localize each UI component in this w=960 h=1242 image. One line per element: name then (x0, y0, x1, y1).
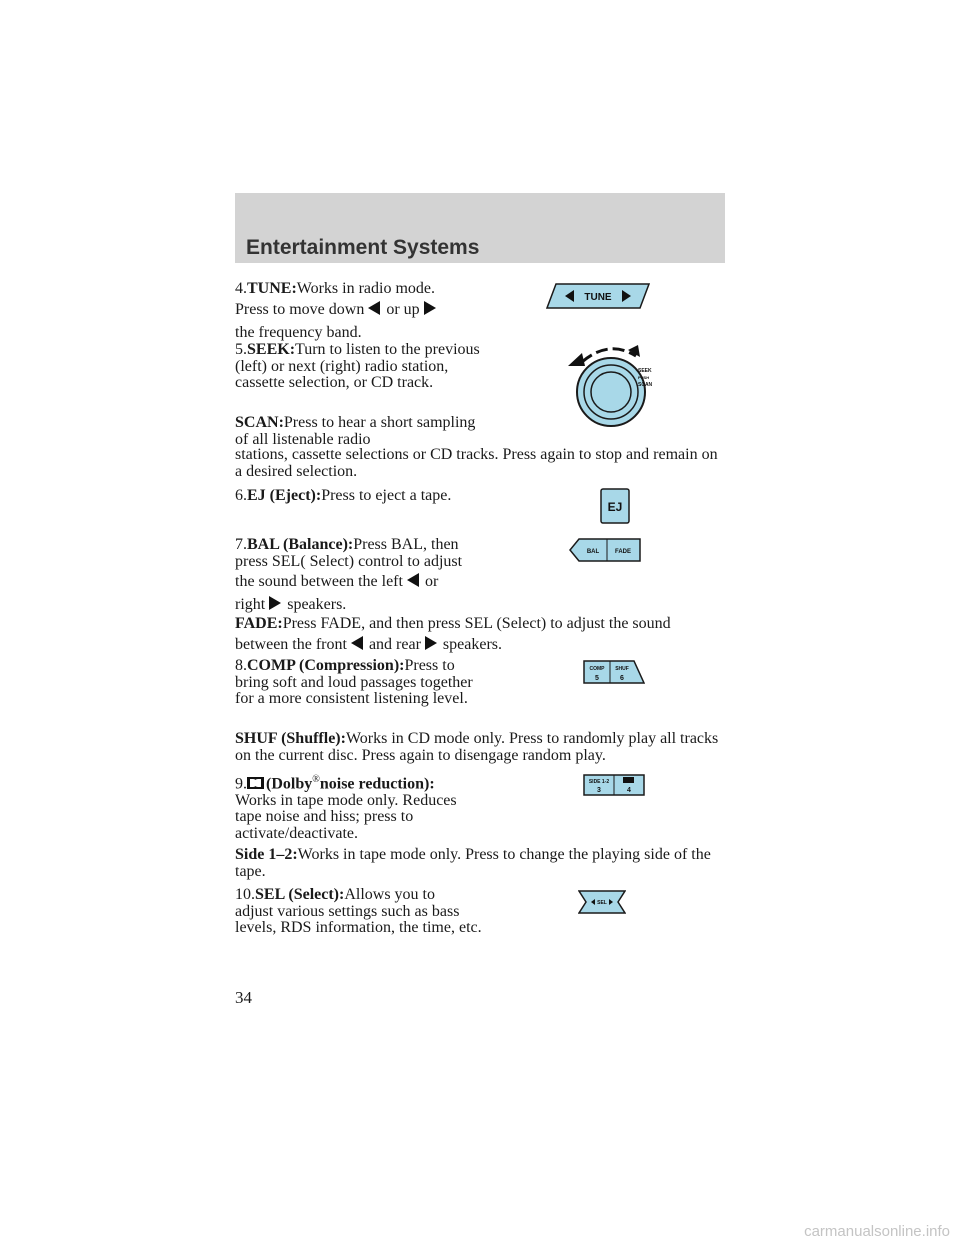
right-arrow-icon (269, 596, 281, 610)
svg-text:COMP: COMP (589, 666, 605, 672)
eject-paragraph: 6.EJ (Eject):Press to eject a tape. (235, 487, 452, 504)
section-title: Entertainment Systems (246, 236, 480, 259)
comp-paragraph: 8.COMP (Compression):Press to bring soft and loud passages together for a more consistent listening level. (235, 657, 473, 707)
dolby-icon (247, 777, 264, 789)
tune-button-icon (546, 283, 650, 309)
seek-knob-icon (566, 341, 660, 427)
svg-text:SHUF: SHUF (615, 666, 629, 672)
svg-text:5: 5 (595, 675, 599, 682)
side-dolby-button-icon (583, 774, 645, 796)
svg-text:SEL: SEL (597, 900, 607, 906)
svg-text:4: 4 (627, 787, 631, 794)
right-arrow-icon (424, 301, 436, 315)
tune-paragraph: 4.TUNE:Works in radio mode. Press to move down or up the frequency band. (235, 280, 436, 341)
fade-paragraph: FADE:Press FADE, and then press SEL (Select) to adjust the sound between the front and rear speakers. (235, 615, 671, 653)
svg-text:EJ: EJ (607, 500, 623, 514)
balance-fade-button-icon (569, 538, 641, 562)
svg-text:FADE: FADE (614, 549, 632, 555)
watermark: carmanualsonline.info (804, 1223, 950, 1240)
scan-paragraph-end: stations, cassette selections or CD tracks. Press again to stop and remain on a desired selection. (235, 446, 718, 480)
svg-text:SIDE 1-2: SIDE 1-2 (588, 779, 610, 785)
section-header (235, 193, 725, 263)
svg-text:3: 3 (597, 787, 601, 794)
seek-paragraph: 5.SEEK:Turn to listen to the previous (left) or next (right) radio station, cassette selection, or CD track. (235, 341, 480, 391)
eject-button-icon (600, 488, 630, 524)
side-paragraph: Side 1–2:Works in tape mode only. Press to change the playing side of the tape. (235, 846, 711, 880)
scan-paragraph-start: SCAN:Press to hear a short sampling of all listenable radio (235, 414, 476, 448)
left-arrow-icon (368, 301, 380, 315)
dolby-paragraph: 9. (Dolby®noise reduction): Works in tape mode only. Reduces tape noise and hiss; press to activate/deactivate. (235, 774, 457, 842)
comp-shuf-button-icon (583, 660, 645, 684)
left-arrow-icon (351, 636, 363, 650)
sel-button-icon (578, 890, 626, 914)
svg-text:SCAN: SCAN (638, 382, 653, 388)
svg-text:PUSH: PUSH (638, 375, 650, 380)
svg-text:TUNE: TUNE (584, 292, 612, 303)
sel-paragraph: 10.SEL (Select):Allows you to adjust various settings such as bass levels, RDS information, the time, etc. (235, 886, 482, 936)
svg-text:BAL: BAL (586, 549, 600, 555)
svg-text:SEEK: SEEK (638, 368, 652, 374)
svg-text:6: 6 (620, 675, 624, 682)
left-arrow-icon (407, 573, 419, 587)
right-arrow-icon (425, 636, 437, 650)
page-number: 34 (235, 988, 252, 1007)
balance-paragraph: 7.BAL (Balance):Press BAL, then press SEL( Select) control to adjust the sound between the left or right speakers. (235, 536, 463, 613)
shuffle-paragraph: SHUF (Shuffle):Works in CD mode only. Press to randomly play all tracks on the current disc. Press again to disengage random play. (235, 730, 719, 764)
